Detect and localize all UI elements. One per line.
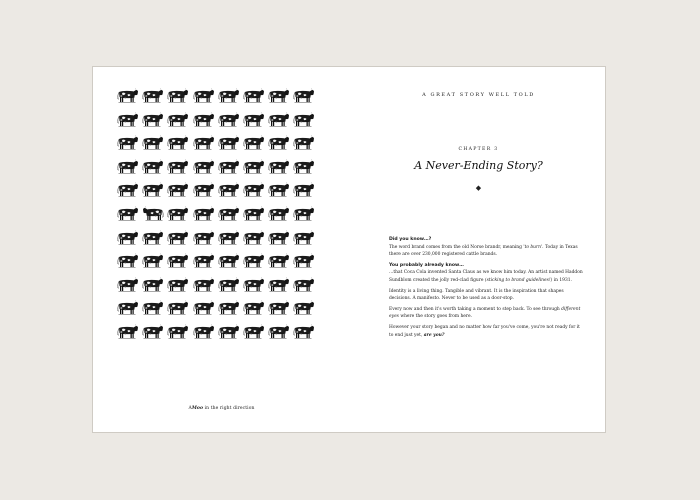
paragraph-italic: 'to burn'	[523, 244, 543, 250]
paragraph-text: Identity is a living thing. Tangible and vibrant. It is the inspiration that shapes decisions. A manifesto. Never to be used as a door-stop.	[389, 288, 564, 302]
left-page	[93, 67, 350, 432]
cow-icon	[268, 229, 290, 247]
cow-icon	[243, 229, 265, 247]
cow-icon	[193, 87, 215, 105]
cow-icon	[142, 229, 164, 247]
paragraph-text: . Today in Texas there are over 230,000 registered cattle brands.	[389, 244, 578, 258]
cow-icon	[268, 134, 290, 152]
cow-icon	[142, 158, 164, 176]
cow-icon	[117, 134, 139, 152]
cow-icon	[167, 276, 189, 294]
cow-icon	[117, 87, 139, 105]
cow-icon	[142, 205, 164, 223]
cow-icon	[142, 111, 164, 129]
paragraph-identity	[389, 288, 584, 303]
paragraph-text: The word brand comes from the old Norse brandr, meaning	[389, 244, 524, 250]
cow-icon	[117, 158, 139, 176]
page-caption	[93, 406, 350, 411]
paragraph-text: However your story began and no matter how far you've come, you're not ready for it to end just yet,	[389, 324, 580, 338]
right-page	[350, 67, 607, 432]
cow-icon	[293, 111, 315, 129]
cow-icon	[167, 252, 189, 270]
cow-icon	[218, 229, 240, 247]
cow-icon	[167, 229, 189, 247]
cow-icon	[243, 205, 265, 223]
paragraph-heading: Did you know…?	[389, 237, 432, 242]
caption-prefix: A	[188, 406, 192, 411]
cow-icon	[293, 87, 315, 105]
cow-icon	[243, 181, 265, 199]
cow-icon	[193, 229, 215, 247]
cow-icon	[117, 299, 139, 317]
cow-icon	[218, 111, 240, 129]
cow-icon	[117, 252, 139, 270]
cow-icon	[268, 276, 290, 294]
cow-icon	[193, 181, 215, 199]
paragraph-text: in 1931.	[552, 277, 572, 283]
cow-icon	[243, 158, 265, 176]
cow-icon	[167, 323, 189, 341]
cow-icon	[218, 158, 240, 176]
cow-icon	[167, 181, 189, 199]
cow-icon	[142, 252, 164, 270]
diamond-ornament-icon: ◆	[475, 184, 482, 192]
paragraph-text: …that Coca Cola invented Santa Claus as we know him today. An artist named Haddon Sundblom created the jolly red-clad figure	[389, 270, 583, 283]
cow-icon	[167, 299, 189, 317]
cow-icon	[218, 323, 240, 341]
cow-icon	[268, 205, 290, 223]
cow-icon	[193, 323, 215, 341]
cow-icon	[243, 276, 265, 294]
cow-icon	[293, 205, 315, 223]
cow-icon	[218, 299, 240, 317]
paragraph-you-probably-know	[389, 262, 584, 285]
cow-icon	[243, 299, 265, 317]
cow-icon	[117, 229, 139, 247]
cow-icon	[268, 181, 290, 199]
cow-icon	[293, 252, 315, 270]
paragraph-bold-italic: are you?	[423, 332, 445, 338]
cow-icon	[167, 87, 189, 105]
cow-icon	[218, 181, 240, 199]
cow-icon	[167, 111, 189, 129]
cow-icon	[293, 299, 315, 317]
cow-icon	[293, 158, 315, 176]
cow-icon	[243, 134, 265, 152]
cow-icon	[268, 252, 290, 270]
cow-illustration-grid	[117, 87, 327, 417]
cow-icon	[117, 276, 139, 294]
paragraph-italic: (sticking to brand guidelines!)	[484, 277, 553, 283]
cow-icon	[243, 87, 265, 105]
cow-icon	[193, 299, 215, 317]
cow-icon	[193, 111, 215, 129]
cow-icon	[142, 87, 164, 105]
paragraph-did-you-know	[389, 236, 584, 259]
cow-icon	[167, 134, 189, 152]
caption-emphasis: Moo	[191, 406, 204, 411]
cow-icon	[142, 181, 164, 199]
cow-icon	[293, 276, 315, 294]
cow-icon	[167, 158, 189, 176]
cow-icon	[218, 205, 240, 223]
paragraph-italic: different eyes	[389, 306, 581, 320]
cow-icon	[293, 229, 315, 247]
cow-icon	[193, 134, 215, 152]
cow-icon	[193, 205, 215, 223]
cow-icon	[243, 111, 265, 129]
paragraph-step-back	[389, 306, 584, 321]
cow-icon	[117, 205, 139, 223]
chapter-title: A Never-Ending Story?	[414, 159, 543, 172]
paragraph-text: Every now and then it's worth taking a moment to step back. To see through	[389, 306, 562, 312]
cow-icon	[268, 87, 290, 105]
cow-icon	[142, 299, 164, 317]
cow-icon	[117, 111, 139, 129]
cow-icon	[293, 181, 315, 199]
book-spread	[92, 66, 606, 433]
cow-icon	[167, 205, 189, 223]
body-text	[389, 236, 584, 342]
cow-icon	[243, 323, 265, 341]
paragraph-your-story	[389, 324, 584, 339]
cow-icon	[193, 276, 215, 294]
cow-icon	[268, 158, 290, 176]
cow-icon	[243, 252, 265, 270]
chapter-label: CHAPTER 3	[458, 147, 499, 152]
cow-icon	[193, 158, 215, 176]
cow-icon	[193, 252, 215, 270]
cow-icon	[293, 323, 315, 341]
cow-icon	[218, 134, 240, 152]
cow-icon	[218, 87, 240, 105]
paragraph-heading: You probably already know…	[389, 262, 464, 268]
cow-icon	[117, 323, 139, 341]
cow-icon	[142, 276, 164, 294]
caption-suffix: in the right direction	[203, 406, 255, 411]
cow-icon	[142, 323, 164, 341]
cow-icon	[218, 276, 240, 294]
cow-icon	[293, 134, 315, 152]
cow-icon	[268, 111, 290, 129]
paragraph-text: where the story goes from here.	[398, 314, 472, 320]
cow-icon	[117, 181, 139, 199]
cow-icon	[142, 134, 164, 152]
running-head: A GREAT STORY WELL TOLD	[422, 92, 535, 98]
cow-icon	[268, 299, 290, 317]
cow-icon	[218, 252, 240, 270]
cow-icon	[268, 323, 290, 341]
